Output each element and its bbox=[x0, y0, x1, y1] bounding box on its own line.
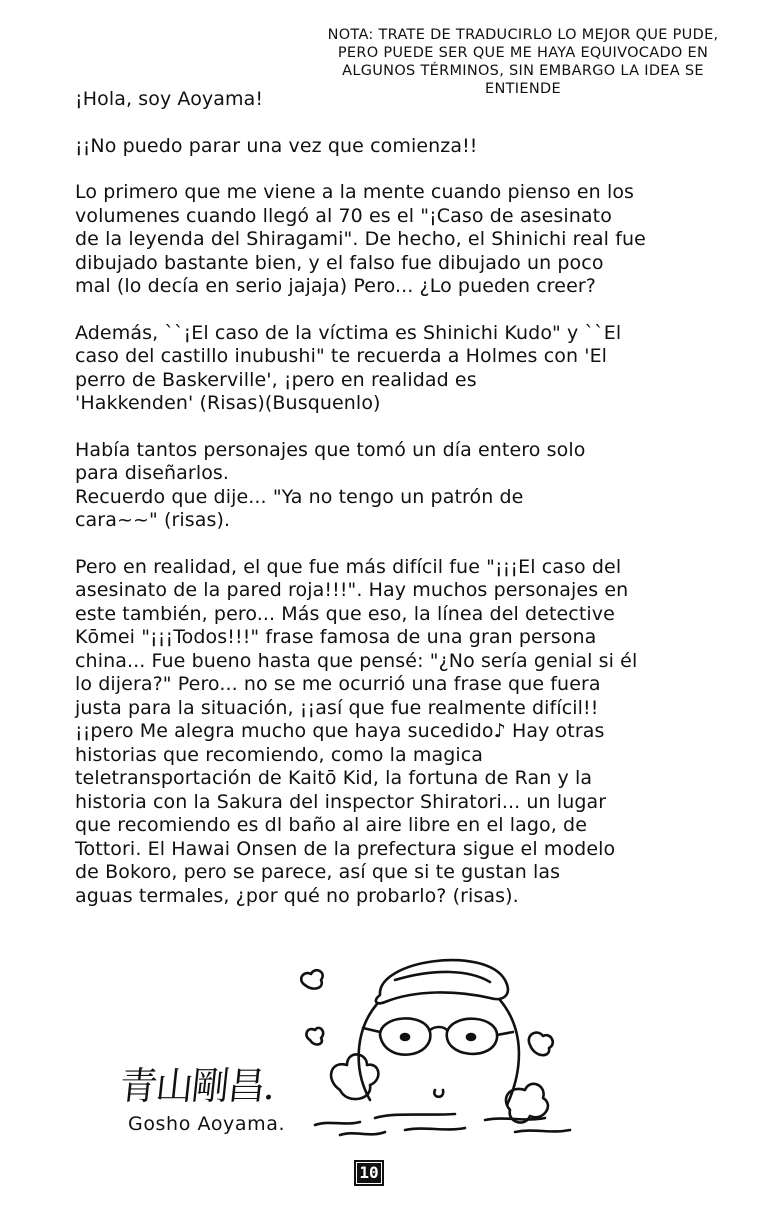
text-line: asesinato de la pared roja!!!". Hay muchos personajes en bbox=[75, 579, 629, 601]
text-line: 'Hakkenden' (Risas)(Busquenlo) bbox=[75, 392, 381, 414]
author-self-portrait-icon bbox=[285, 940, 585, 1160]
text-line: justa para la situación, ¡¡así que fue realmente difícil!! bbox=[75, 696, 599, 719]
text-line: Lo primero que me viene a la mente cuando pienso en los bbox=[75, 181, 635, 203]
text-line: de la leyenda del Shiragami". De hecho, el Shinichi real fue bbox=[75, 228, 646, 250]
text-line: aguas termales, ¿por qué no probarlo? (risas). bbox=[75, 884, 519, 907]
text-line: historias que recomiendo, como la magica bbox=[75, 743, 484, 766]
page-number: 10 bbox=[354, 1160, 384, 1186]
text-line: lo dijera?" Pero... no se me ocurrió una frase que fuera bbox=[75, 673, 601, 695]
text-line: Pero en realidad, el que fue más difícil fue "¡¡¡El caso del bbox=[75, 555, 622, 578]
paragraph-1 bbox=[75, 135, 725, 159]
text-line: perro de Baskerville', ¡pero en realidad es bbox=[75, 368, 477, 391]
text-line: Además, ``¡El caso de la víctima es Shinichi Kudo" y ``El bbox=[75, 321, 622, 344]
author-message bbox=[75, 88, 725, 931]
text-line: de Bokoro, pero se parece, así que si te gustan las bbox=[75, 861, 561, 883]
text-line: caso del castillo inubushi" te recuerda a Holmes con 'El bbox=[75, 345, 608, 367]
text-line: Tottori. El Hawai Onsen de la prefectura sigue el modelo bbox=[75, 837, 616, 860]
paragraph-3 bbox=[75, 322, 725, 416]
text-line: Había tantos personajes que tomó un día entero solo bbox=[75, 438, 586, 461]
text-line: china... Fue bueno hasta que pensé: "¿No sería genial si él bbox=[75, 649, 638, 672]
text-line: Recuerdo que dije... "Ya no tengo un patrón de bbox=[75, 485, 524, 508]
text-line: volumenes cuando llegó al 70 es el "¡Caso de asesinato bbox=[75, 204, 612, 227]
paragraph-5 bbox=[75, 556, 725, 909]
greeting: ¡Hola, soy Aoyama! bbox=[75, 88, 264, 110]
text-line: ¡¡No puedo parar una vez que comienza!! bbox=[75, 134, 478, 157]
text-line: que recomiendo es dl baño al aire libre en el lago, de bbox=[75, 814, 588, 836]
note-line: PERO PUEDE SER QUE ME HAYA EQUIVOCADO EN bbox=[337, 45, 709, 61]
text-line: cara~~" (risas). bbox=[75, 509, 231, 531]
paragraph-4 bbox=[75, 439, 725, 533]
author-name: Gosho Aoyama. bbox=[128, 1113, 286, 1135]
text-line: teletransportación de Kaitō Kid, la fortuna de Ran y la bbox=[75, 767, 593, 789]
handwritten-signature: 青山剛昌. bbox=[117, 1064, 277, 1108]
text-line: ¡¡pero Me alegra mucho que haya sucedido♪ Hay otras bbox=[75, 720, 605, 742]
note-line: ALGUNOS TÉRMINOS, SIN EMBARGO LA IDEA SE bbox=[342, 63, 704, 79]
text-line: historia con la Sakura del inspector Shiratori... un lugar bbox=[75, 790, 607, 813]
paragraph-2 bbox=[75, 181, 725, 299]
text-line: este también, pero... Más que eso, la línea del detective bbox=[75, 602, 615, 625]
note-line: NOTA: TRATE DE TRADUCIRLO LO MEJOR QUE PUDE, bbox=[327, 27, 719, 43]
text-line: Kōmei "¡¡¡Todos!!!" frase famosa de una gran persona bbox=[75, 626, 597, 648]
text-line: dibujado bastante bien, y el falso fue dibujado un poco bbox=[75, 251, 604, 274]
text-line: mal (lo decía en serio jajaja) Pero... ¿Lo pueden creer? bbox=[75, 275, 596, 297]
signature-area bbox=[0, 940, 771, 1200]
text-line: para diseñarlos. bbox=[75, 462, 230, 484]
note-line: ENTIENDE bbox=[485, 81, 561, 97]
